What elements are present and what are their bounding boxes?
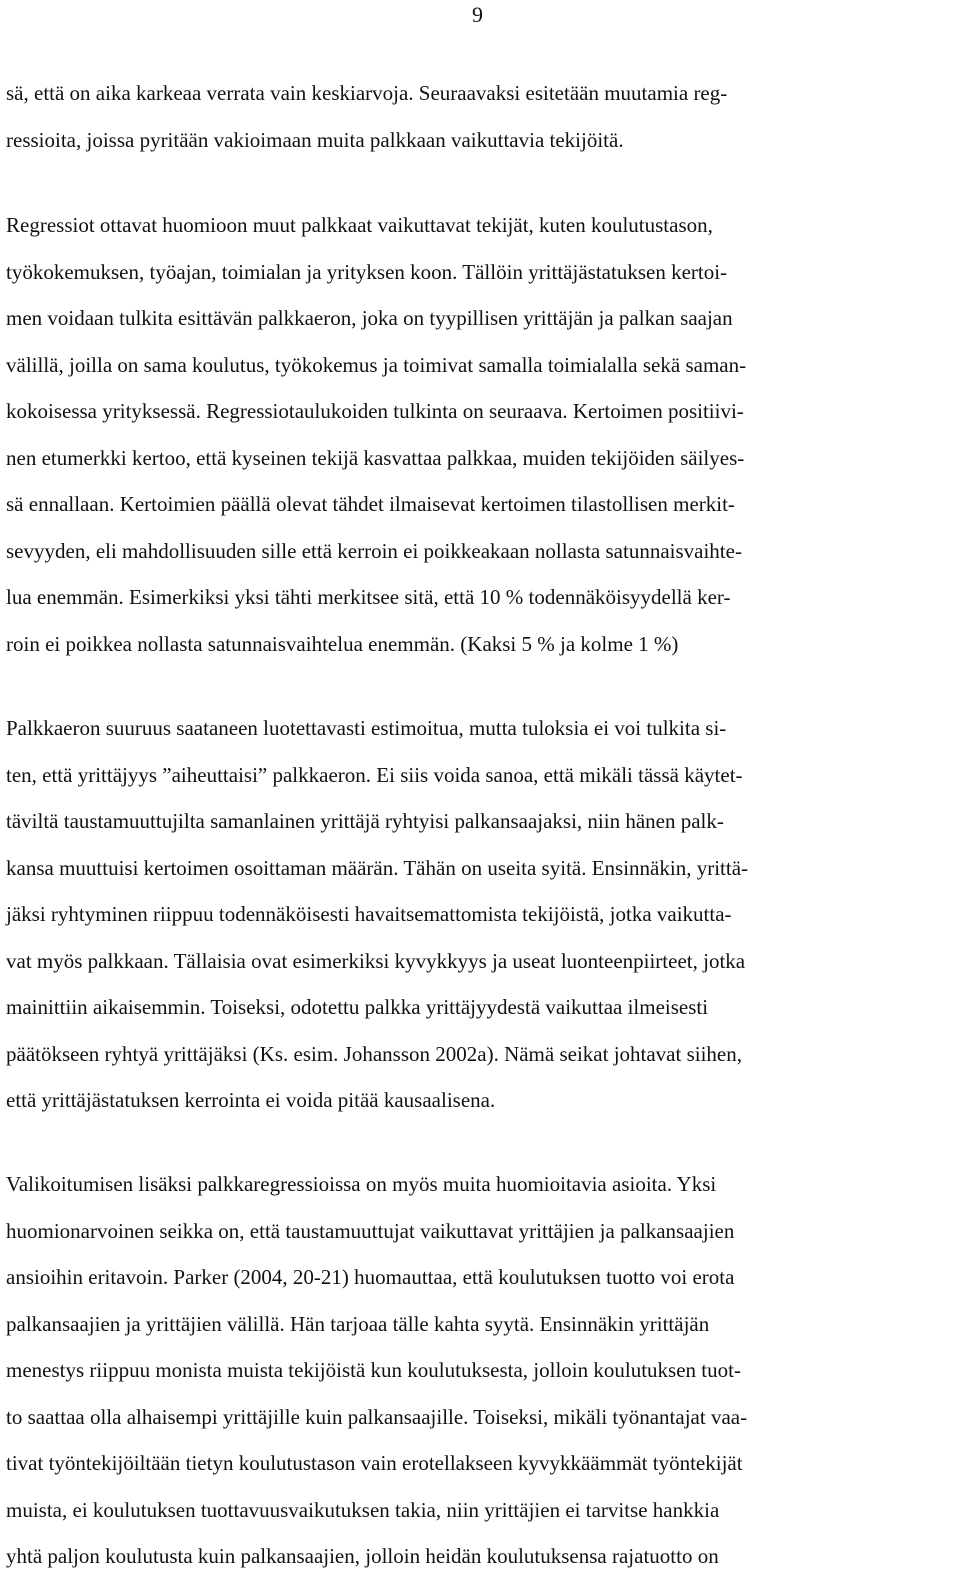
text-line: roin ei poikkea nollasta satunnaisvaihtelua enemmän. (Kaksi 5 % ja kolme 1 %)	[6, 631, 679, 656]
text-line: mainittiin aikaisemmin. Toiseksi, odotettu palkka yrittäjyydestä vaikuttaa ilmeisesti	[6, 995, 709, 1019]
text-line: huomionarvoinen seikka on, että taustamuuttujat vaikuttavat yrittäjien ja palkansaajien	[6, 1218, 735, 1243]
text-line: ressioita, joissa pyritään vakioimaan muita palkkaan vaikuttavia tekijöitä.	[6, 127, 624, 152]
text-line: kansa muuttuisi kertoimen osoittaman määrän. Tähän on useita syitä. Ensinnäkin, yrittä-	[6, 855, 749, 880]
text-line: että yrittäjästatuksen kerrointa ei voida pitää kausaalisena.	[6, 1088, 496, 1112]
text-line: men voidaan tulkita esittävän palkkaeron, joka on tyypillisen yrittäjän ja palkan saajan	[6, 306, 733, 330]
page-number: 9	[472, 2, 483, 27]
text-line: yhtä paljon koulutusta kuin palkansaajien, jolloin heidän koulutuksensa rajatuotto on	[6, 1544, 719, 1568]
text-line: työkokemuksen, työajan, toimialan ja yrityksen koon. Tällöin yrittäjästatuksen kertoi-	[6, 259, 728, 284]
text-line: palkansaajien ja yrittäjien välillä. Hän tarjoaa tälle kahta syytä. Ensinnäkin yrittäjän	[6, 1311, 710, 1336]
paragraph-3	[6, 705, 954, 1124]
text-line: päätökseen ryhtyä yrittäjäksi (Ks. esim. Johansson 2002a). Nämä seikat johtavat siihen,	[6, 1041, 742, 1066]
text-line: ansioihin eritavoin. Parker (2004, 20-21) huomauttaa, että koulutuksen tuotto voi erota	[6, 1265, 735, 1289]
text-line: kokoisessa yrityksessä. Regressiotaulukoiden tulkinta on seuraava. Kertoimen positiivi-	[6, 399, 744, 423]
text-line: jäksi ryhtyminen riippuu todennäköisesti havaitsemattomista tekijöistä, jotka vaikutta-	[6, 902, 732, 926]
text-line: to saattaa olla alhaisempi yrittäjille kuin palkansaajille. Toiseksi, mikäli työnantajat vaa-	[6, 1404, 748, 1429]
text-line: lua enemmän. Esimerkiksi yksi tähti merkitsee sitä, että 10 % todennäköisyydellä ker-	[6, 585, 731, 609]
text-line: sä ennallaan. Kertoimien päällä olevat tähdet ilmaisevat kertoimen tilastollisen merkit-	[6, 492, 735, 516]
text-line: sevyyden, eli mahdollisuuden sille että kerroin ei poikkeakaan nollasta satunnaisvaihte-	[6, 538, 742, 563]
paragraph-2	[6, 202, 954, 667]
text-line: sä, että on aika karkeaa verrata vain keskiarvoja. Seuraavaksi esitetään muutamia reg-	[6, 81, 728, 105]
text-line: nen etumerkki kertoo, että kyseinen tekijä kasvattaa palkkaa, muiden tekijöiden säilyes-	[6, 445, 745, 470]
text-line: välillä, joilla on sama koulutus, työkokemus ja toimivat samalla toimialalla sekä saman-	[6, 352, 747, 377]
text-line: Valikoitumisen lisäksi palkkaregressioissa on myös muita huomioitavia asioita. Yksi	[6, 1172, 717, 1196]
text-line: tivat työntekijöiltään tietyn koulutustason vain erotellakseen kyvykkäämmät työntekijät	[6, 1451, 743, 1475]
text-line: vat myös palkkaan. Tällaisia ovat esimerkiksi kyvykkyys ja useat luonteenpiirteet, jotka	[6, 948, 746, 973]
text-line: menestys riippuu monista muista tekijöistä kun koulutuksesta, jolloin koulutuksen tuot-	[6, 1358, 741, 1382]
text-line: Palkkaeron suuruus saataneen luotettavasti estimoitua, mutta tuloksia ei voi tulkita si-	[6, 716, 727, 740]
paragraph-1	[6, 70, 954, 163]
paragraph-4	[6, 1161, 954, 1580]
text-line: ten, että yrittäjyys ”aiheuttaisi” palkkaeron. Ei siis voida sanoa, että mikäli tässä käytet-	[6, 762, 743, 787]
text-line: täviltä taustamuuttujilta samanlainen yrittäjä ryhtyisi palkansaajaksi, niin hänen palk-	[6, 809, 724, 833]
text-line: muista, ei koulutuksen tuottavuusvaikutuksen takia, niin yrittäjien ei tarvitse hankkia	[6, 1497, 720, 1522]
text-line: Regressiot ottavat huomioon muut palkkaat vaikuttavat tekijät, kuten koulutustason,	[6, 213, 713, 237]
